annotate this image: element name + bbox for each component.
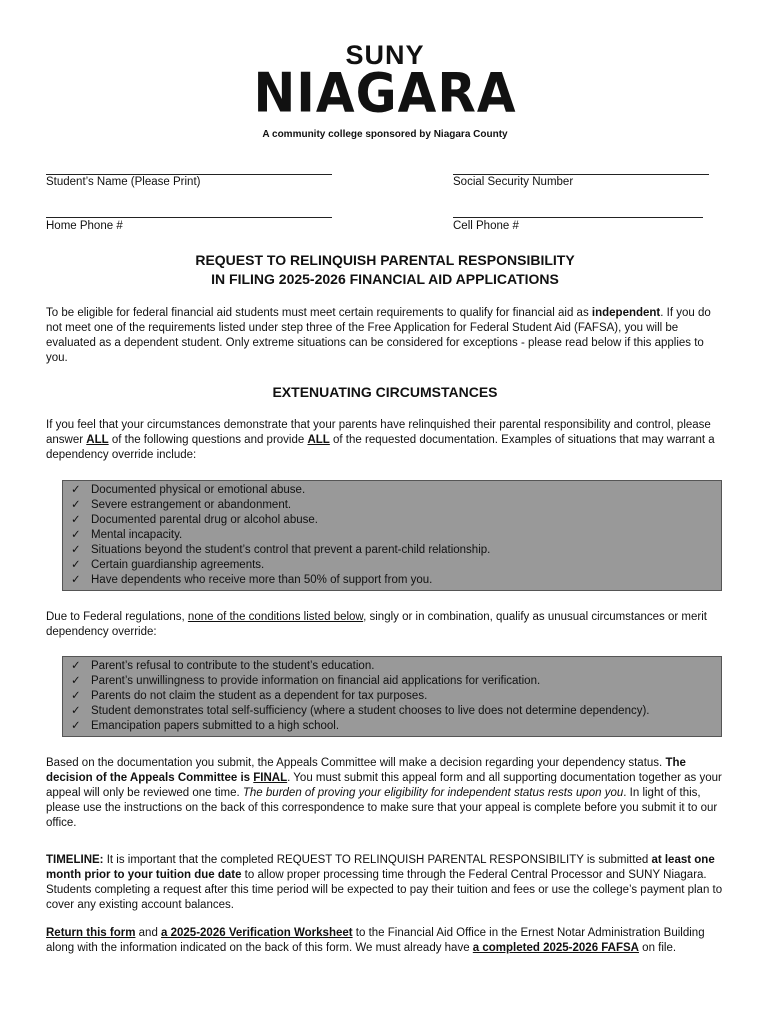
list-item — [71, 528, 721, 543]
checkmark-icon: ✓ — [71, 484, 81, 496]
dec-italic: The burden of proving your eligibility for independent status rests upon you — [242, 787, 624, 799]
list-item-text: Certain guardianship agreements. — [91, 559, 265, 571]
list-item-text: Have dependents who receive more than 50% of support from you. — [91, 574, 433, 586]
ssn-line[interactable] — [453, 174, 709, 175]
checkmark-icon: ✓ — [71, 660, 81, 672]
fed-text-2: , singly or in combination, qualify as unusual circumstances or merit dependency override: — [46, 611, 707, 638]
section-heading: EXTENUATING CIRCUMSTANCES — [272, 384, 498, 400]
checkmark-icon: ✓ — [71, 705, 81, 717]
list-item-text: Severe estrangement or abandonment. — [91, 499, 292, 511]
checkmark-icon: ✓ — [71, 690, 81, 702]
decision-paragraph — [46, 756, 726, 831]
page-title-line1: REQUEST TO RELINQUISH PARENTAL RESPONSIBILITY — [195, 252, 575, 268]
checkmark-icon: ✓ — [71, 499, 81, 511]
timeline-paragraph — [46, 853, 726, 913]
return-text-1: and — [135, 927, 162, 939]
timeline-text-1: It is important that the completed REQUEST TO RELINQUISH PARENTAL RESPONSIBILITY is submitted — [103, 854, 652, 866]
ext-text-2: of the following questions and provide — [108, 434, 308, 446]
list-item-text: Mental incapacity. — [91, 529, 183, 541]
checkmark-icon: ✓ — [71, 675, 81, 687]
list-item-text: Documented physical or emotional abuse. — [91, 484, 306, 496]
list-item — [71, 483, 721, 498]
timeline-bold: at least one month prior to your tuition due date — [46, 854, 715, 881]
dec-text-3: . In light of this, please use the instructions on the back of this correspondence to make sure that your appeal is complete before you submit it to our office. — [46, 787, 718, 829]
dec-text-2: . You must submit this appeal form and all supporting documentation together as your appeal will only be reviewed one time. — [46, 772, 722, 799]
list-item-text: Situations beyond the student’s control that prevent a parent-child relationship. — [91, 544, 491, 556]
list-item — [71, 719, 721, 734]
checkmark-icon: ✓ — [71, 544, 81, 556]
timeline-label: TIMELINE: — [46, 854, 104, 866]
intro-paragraph — [46, 306, 726, 366]
return-text-3: on file. — [638, 942, 677, 954]
list-item-text: Parent’s unwillingness to provide information on financial aid applications for verification. — [91, 675, 541, 687]
home-phone-line[interactable] — [46, 217, 332, 218]
checkmark-icon: ✓ — [71, 559, 81, 571]
nonqualifying-list — [63, 657, 721, 736]
student-name-line[interactable] — [46, 174, 332, 175]
checkmark-icon: ✓ — [71, 574, 81, 586]
list-item-text: Documented parental drug or alcohol abuse. — [91, 514, 318, 526]
ext-text-3: of the requested documentation. Examples of situations that may warrant a dependency override include: — [46, 434, 715, 461]
tagline: A community college sponsored by Niagara County — [262, 129, 508, 140]
fed-text-1: Due to Federal regulations, — [46, 611, 188, 623]
ext-text-1: If you feel that your circumstances demonstrate that your parents have relinquished their parental responsibility and control, please answer — [46, 419, 711, 446]
list-item — [71, 498, 721, 513]
dec-text-1: Based on the documentation you submit, the Appeals Committee will make a decision regarding your dependency status. — [46, 757, 666, 769]
return-bold-2: a 2025-2026 Verification Worksheet — [161, 927, 353, 939]
nonqualifying-list-box — [62, 656, 722, 737]
logo-suny-text: SUNY — [345, 40, 425, 70]
cell-phone-label: Cell Phone # — [453, 220, 519, 232]
list-item-text: Parent’s refusal to contribute to the student’s education. — [91, 660, 375, 672]
page-title-line2: IN FILING 2025-2026 FINANCIAL AID APPLICATIONS — [211, 271, 559, 287]
checkmark-icon: ✓ — [71, 514, 81, 526]
ext-all-2: ALL — [307, 434, 330, 446]
intro-independent: independent — [591, 307, 661, 319]
list-item — [71, 704, 721, 719]
federal-paragraph — [46, 610, 726, 640]
intro-text-1: To be eligible for federal financial aid students must meet certain requirements to qualify for financial aid as — [46, 307, 592, 319]
return-paragraph — [46, 926, 726, 956]
qualifying-list-box — [62, 480, 722, 591]
extenuating-paragraph — [46, 418, 726, 463]
list-item — [71, 689, 721, 704]
ssn-label: Social Security Number — [453, 176, 574, 188]
timeline-text-2: to allow proper processing time through the Federal Central Processor and SUNY Niagara. Students completing a request after this time period will be expected to pay their tuition and fees or use the college’s payment plan to cover any existing account balances. — [46, 869, 723, 911]
return-text-2: to the Financial Aid Office in the Ernest Notar Administration Building along with the information indicated on the back of this form. We must already have — [46, 927, 705, 954]
qualifying-list — [63, 481, 721, 590]
intro-text-2: . If you do not meet one of the requirements listed under step three of the Free Application for Federal Student Aid (FAFSA), you will be evaluated as a dependent student. Only extreme situations can be considered for exceptions - please read below if this applies to you. — [46, 307, 711, 364]
cell-phone-line[interactable] — [453, 217, 703, 218]
list-item — [71, 659, 721, 674]
list-item — [71, 558, 721, 573]
return-bold-1: Return this form — [46, 927, 136, 939]
list-item-text: Student demonstrates total self-sufficiency (where a student chooses to live does not determine dependency). — [91, 705, 650, 717]
list-item — [71, 543, 721, 558]
student-name-label: Student’s Name (Please Print) — [46, 176, 201, 188]
list-item — [71, 573, 721, 588]
list-item-text: Emancipation papers submitted to a high school. — [91, 720, 340, 732]
fed-underlined: none of the conditions listed below — [187, 611, 364, 623]
dec-final: FINAL — [253, 772, 288, 784]
checkmark-icon: ✓ — [71, 529, 81, 541]
list-item — [71, 513, 721, 528]
return-bold-3: a completed 2025-2026 FAFSA — [472, 942, 639, 954]
list-item-text: Parents do not claim the student as a dependent for tax purposes. — [91, 690, 428, 702]
dec-bold: The decision of the Appeals Committee is — [46, 757, 686, 784]
list-item — [71, 674, 721, 689]
home-phone-label: Home Phone # — [46, 220, 123, 232]
checkmark-icon: ✓ — [71, 720, 81, 732]
ext-all-1: ALL — [86, 434, 109, 446]
logo-niagara-text: NIAGARA — [253, 61, 517, 125]
